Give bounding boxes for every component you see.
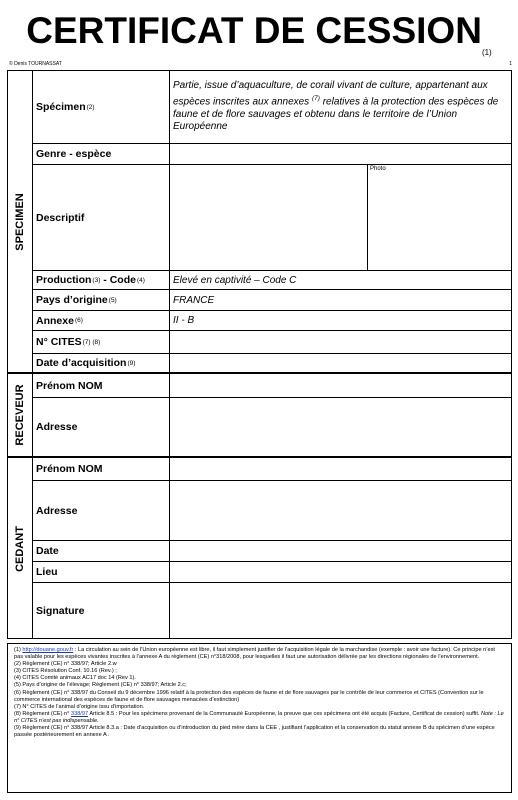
cedant-signature-value[interactable] xyxy=(170,583,511,639)
receveur-adresse-value[interactable] xyxy=(170,398,511,456)
cedant-nom-value[interactable] xyxy=(170,458,511,480)
row-date-acquisition xyxy=(33,354,511,374)
photo-box[interactable] xyxy=(367,165,508,270)
cedant-nom-label: Prénom NOM xyxy=(33,458,170,480)
cedant-lieu-value[interactable] xyxy=(170,562,511,582)
row-production xyxy=(33,271,511,290)
row-cedant-lieu xyxy=(33,562,511,583)
pays-label: Pays d’origine (5) xyxy=(33,290,170,310)
row-cedant-nom xyxy=(33,458,511,481)
group-specimen-label: SPECIMEN xyxy=(14,192,26,251)
certificate-form xyxy=(7,70,512,639)
group-specimen xyxy=(8,71,33,374)
footnotes xyxy=(7,643,512,793)
row-annexe xyxy=(33,311,511,331)
footnote-3: (3) CITES Résolution Conf. 10.16 (Rev.) ; xyxy=(14,668,117,675)
footnote-5: (5) Pays d’origine de l’élevage; Règlement (CE) n° 338/97; Article 2.c; xyxy=(14,682,187,689)
production-value[interactable]: Elevé en captivité – Code C xyxy=(173,274,297,286)
footnote-4: (4) CITES Comité animaux AC17 doc 14 (Rev 1). xyxy=(14,675,136,682)
footnote-7: (7) N° CITES de l’animal d’origine issu d’importation. xyxy=(14,703,145,710)
group-cedant xyxy=(8,458,33,639)
document-title xyxy=(0,8,518,57)
author-credit: © Denis TOURNASSAT xyxy=(9,61,62,67)
row-descriptif xyxy=(33,165,511,271)
production-label: Production (3) - Code (4) xyxy=(33,271,170,289)
row-cedant-date xyxy=(33,541,511,562)
date-acquisition-value[interactable] xyxy=(170,354,511,372)
cedant-adresse-value[interactable] xyxy=(170,481,511,540)
group-receveur xyxy=(8,374,33,458)
cites-value[interactable] xyxy=(170,331,511,353)
receveur-adresse-label: Adresse xyxy=(33,398,170,456)
descriptif-value[interactable] xyxy=(170,165,511,270)
row-cedant-signature xyxy=(33,583,511,639)
footnote-8: (8) Règlement (CE) n° 338/97 Article 8.5 : Pour les spécimens provenant de la Communauté Européenne, la preuve que ces spécimens ont été acquis (Facture, Certificat de cession) suffit. Note : Le n° CITES n’est pas indispensable. xyxy=(14,710,504,724)
footnote-9: (9) Règlement (CE) n° 338/97 Article 8.3.a : Date d’acquisition ou d’introduction du pied mère dans la CEE , justifiant l’application et la conservation du statut annexe B du spécimen d’une espèce passée postérieurement en annexe A . xyxy=(14,725,495,739)
row-pays xyxy=(33,290,511,311)
row-cites xyxy=(33,331,511,354)
title-footnote-ref: (1) xyxy=(481,48,492,57)
genre-label: Genre - espèce xyxy=(33,144,170,164)
footnote-6: (6) Règlement (CE) n° 338/97 du Conseil du 9 décembre 1996 relatif à la protection des espèces de faune et de flore sauvages par le contrôle de leur commerce et CITES (Convention sur le commerce international des espèces de faune et de flore sauvages menacées d’extinction) xyxy=(14,689,484,703)
cedant-signature-label: Signature xyxy=(33,583,170,639)
cedant-lieu-label: Lieu xyxy=(33,562,170,582)
group-receveur-label: RECEVEUR xyxy=(14,384,26,446)
specimen-label: Spécimen (2) xyxy=(33,71,170,143)
cedant-date-value[interactable] xyxy=(170,541,511,561)
cedant-date-label: Date xyxy=(33,541,170,561)
row-cedant-adresse xyxy=(33,481,511,541)
photo-label: Photo xyxy=(370,166,386,172)
cites-label: N° CITES (7) (8) xyxy=(33,331,170,353)
page-number: 1 xyxy=(509,61,512,67)
regulation-link[interactable]: 338/97 xyxy=(70,710,89,717)
row-receveur-adresse xyxy=(33,398,511,458)
row-specimen xyxy=(33,71,511,144)
specimen-value[interactable]: Partie, issue d’aquaculture, de corail vivant de culture, appartenant aux espèces inscrites aux annexes $^{(7)}$ relatives à la protection des espèces de faune et de flore sauvages et obtenu dans le territoire de l’Union Européenne xyxy=(173,80,499,133)
descriptif-label: Descriptif xyxy=(33,165,170,270)
title-text: CERTIFICAT DE CESSION xyxy=(26,10,482,51)
footnote-2: (2) Règlement (CE) n° 338/97; Article 2.w xyxy=(14,661,117,668)
genre-value[interactable] xyxy=(170,144,511,164)
footnote-1: (1) http://douane.gouv.fr : La circulation au sein de l’Union européenne est libre, il faut simplement justifier de l’acquisition légale de la marchandise (exemple : avoir une facture). Ce principe n’est pas valable pour les espèces vivantes inscrites à l’annexe A du règlement (CE) n°318/2008, pour lesquelles il faut une autorisation délivrée par les directions régionales de l’environnement. xyxy=(14,647,495,661)
pays-value[interactable]: FRANCE xyxy=(173,294,215,306)
date-acquisition-label: Date d’acquisition (9) xyxy=(33,354,170,372)
cedant-adresse-label: Adresse xyxy=(33,481,170,540)
douane-link[interactable]: http://douane.gouv.fr xyxy=(22,647,74,653)
receveur-nom-label: Prénom NOM xyxy=(33,374,170,397)
annexe-label: Annexe (6) xyxy=(33,311,170,330)
group-cedant-label: CEDANT xyxy=(14,525,26,572)
row-genre xyxy=(33,144,511,165)
receveur-nom-value[interactable] xyxy=(170,374,511,397)
row-receveur-nom xyxy=(33,374,511,398)
annexe-value[interactable]: II - B xyxy=(173,315,195,326)
